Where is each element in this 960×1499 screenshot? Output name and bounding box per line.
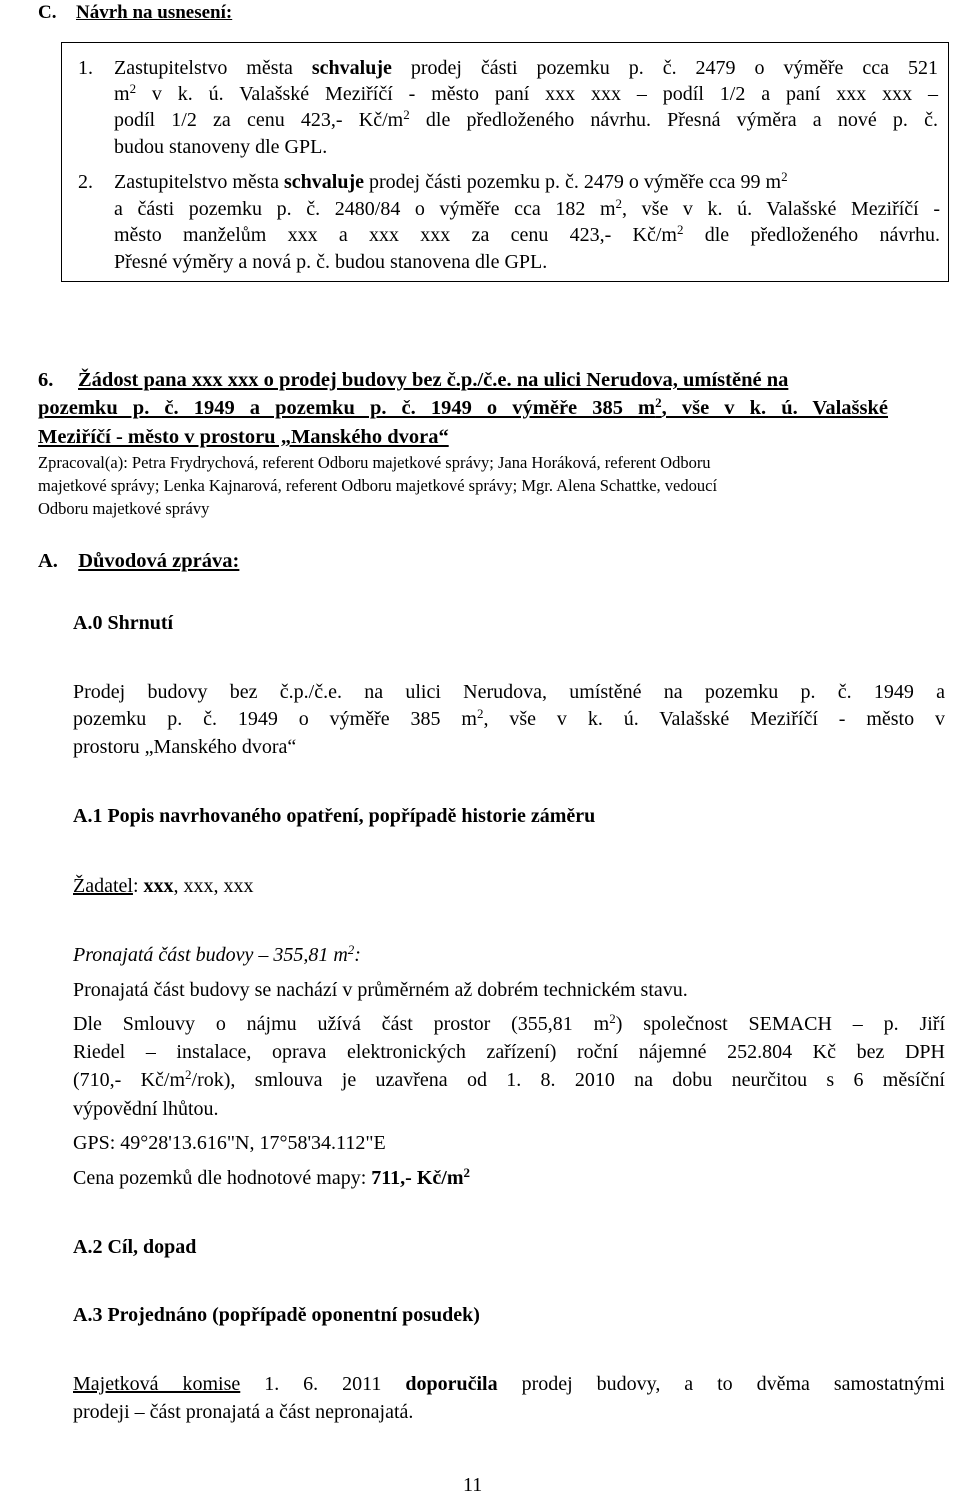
processed-by-line-1: Zpracoval(a): Petra Frydrychová, referent Odboru majetkové správy; Jana Horáková, referent Odboru xyxy=(38,453,711,472)
resolution-item-1-line-1: Zastupitelstvo města schvaluje prodej části pozemku p. č. 2479 o výměře cca 521 xyxy=(114,57,938,79)
rented-part-line: Pronajatá část budovy – 355,81 $m^2$: xyxy=(73,942,361,966)
section-a-title: Důvodová zpráva: xyxy=(78,550,240,572)
resolution-item-2-line-4: Přesné výměry a nová p. č. budou stanovena dle GPL. xyxy=(114,251,548,273)
section-c-title: Návrh na usnesení: xyxy=(75,2,233,23)
lease-line-1: Dle Smlouvy o nájmu užívá část prostor (355,81 $m^2$) společnost SEMACH – p. Jiří xyxy=(73,1011,946,1035)
item-6-title-line-2: pozemku p. č. 1949 a pozemku p. č. 1949 o výměře 385 $m^2$, vše v k. ú. Valašské xyxy=(38,395,889,419)
item-6-title-line-1-text: Žádost pana xxx xxx o prodej budovy bez č.p./č.e. na ulici Nerudova, umístěné na xyxy=(78,369,789,391)
item-6-title-line-3: Meziříčí - město v prostoru „Manského dvora“ xyxy=(38,426,449,448)
resolution-item-2-line-2: a části pozemku p. č. 2480/84 o výměře cca 182 $m^2$, vše v k. ú. Valašské Meziříčí - xyxy=(114,196,941,220)
land-price-line: Cena pozemků dle hodnotové mapy: 711,- $Kč/m^2$ xyxy=(73,1165,470,1189)
section-a-heading xyxy=(38,548,239,574)
a0-heading: A.0 Shrnutí xyxy=(73,612,174,634)
resolution-item-2-line-3: město manželům xxx a xxx xxx za cenu 423,- $Kč/m^2$ dle předloženého návrhu. xyxy=(114,222,940,246)
page-number: 11 xyxy=(463,1474,483,1496)
a1-heading: A.1 Popis navrhovaného opatření, popřípadě historie záměru xyxy=(73,805,596,827)
resolution-item-1-line-4: budou stanoveny dle GPL. xyxy=(114,136,328,158)
a3-line-1: Majetková komise 1. 6. 2011 doporučila prodej budovy, a to dvěma samostatnými xyxy=(73,1373,945,1395)
resolution-item-1-line-2: $m^2$ v k. ú. Valašské Meziříčí - město paní xxx xxx – podíl 1/2 a paní xxx xxx – xyxy=(114,81,938,105)
lease-line-2: Riedel – instalace, oprava elektronických zařízení) roční nájemné 252.804 Kč bez DPH xyxy=(73,1041,945,1063)
resolution-item-2-number: 2. xyxy=(78,171,93,193)
building-state-line: Pronajatá část budovy se nachází v průměrném až dobrém technickém stavu. xyxy=(73,979,688,1001)
a3-line-2: prodeji – část pronajatá a část nepronajatá. xyxy=(73,1401,414,1423)
a0-line-1: Prodej budovy bez č.p./č.e. na ulici Nerudova, umístěné na pozemku p. č. 1949 a xyxy=(73,681,945,703)
resolution-item-2-line-1: Zastupitelstvo města schvaluje prodej části pozemku p. č. 2479 o výměře cca 99 $m^2$ xyxy=(114,169,788,193)
a3-heading: A.3 Projednáno (popřípadě oponentní posudek) xyxy=(73,1304,480,1326)
processed-by-line-2: majetkové správy; Lenka Kajnarová, referent Odboru majetkové správy; Mgr. Alena Schattke, vedoucí xyxy=(38,476,718,495)
processed-by-line-3: Odboru majetkové správy xyxy=(38,499,210,518)
section-c-heading xyxy=(38,0,232,26)
item-6-number: 6. xyxy=(38,369,54,391)
lease-line-3: (710,- $Kč/m^2/rok$), smlouva je uzavřena od 1. 8. 2010 na dobu neurčitou s 6 měsíční xyxy=(73,1067,945,1091)
a0-line-3: prostoru „Manského dvora“ xyxy=(73,736,297,758)
a2-heading: A.2 Cíl, dopad xyxy=(73,1236,197,1258)
gps-line: GPS: 49°28'13.616"N, 17°58'34.112"E xyxy=(73,1132,386,1154)
lease-line-4: výpovědní lhůtou. xyxy=(73,1098,219,1120)
a0-line-2: pozemku p. č. 1949 o výměře 385 $m^2$, vše v k. ú. Valašské Meziříčí - město v xyxy=(73,706,945,730)
section-a-letter: A. xyxy=(38,550,58,572)
resolution-item-1-number: 1. xyxy=(78,57,93,79)
resolution-item-1-line-3: podíl 1/2 za cenu 423,- $Kč/m^2$ dle předloženého návrhu. Přesná výměra a nové p. č. xyxy=(114,107,938,131)
section-c-letter: C. xyxy=(38,2,57,23)
applicant-line: Žadatel: xxx, xxx, xxx xyxy=(73,875,254,897)
